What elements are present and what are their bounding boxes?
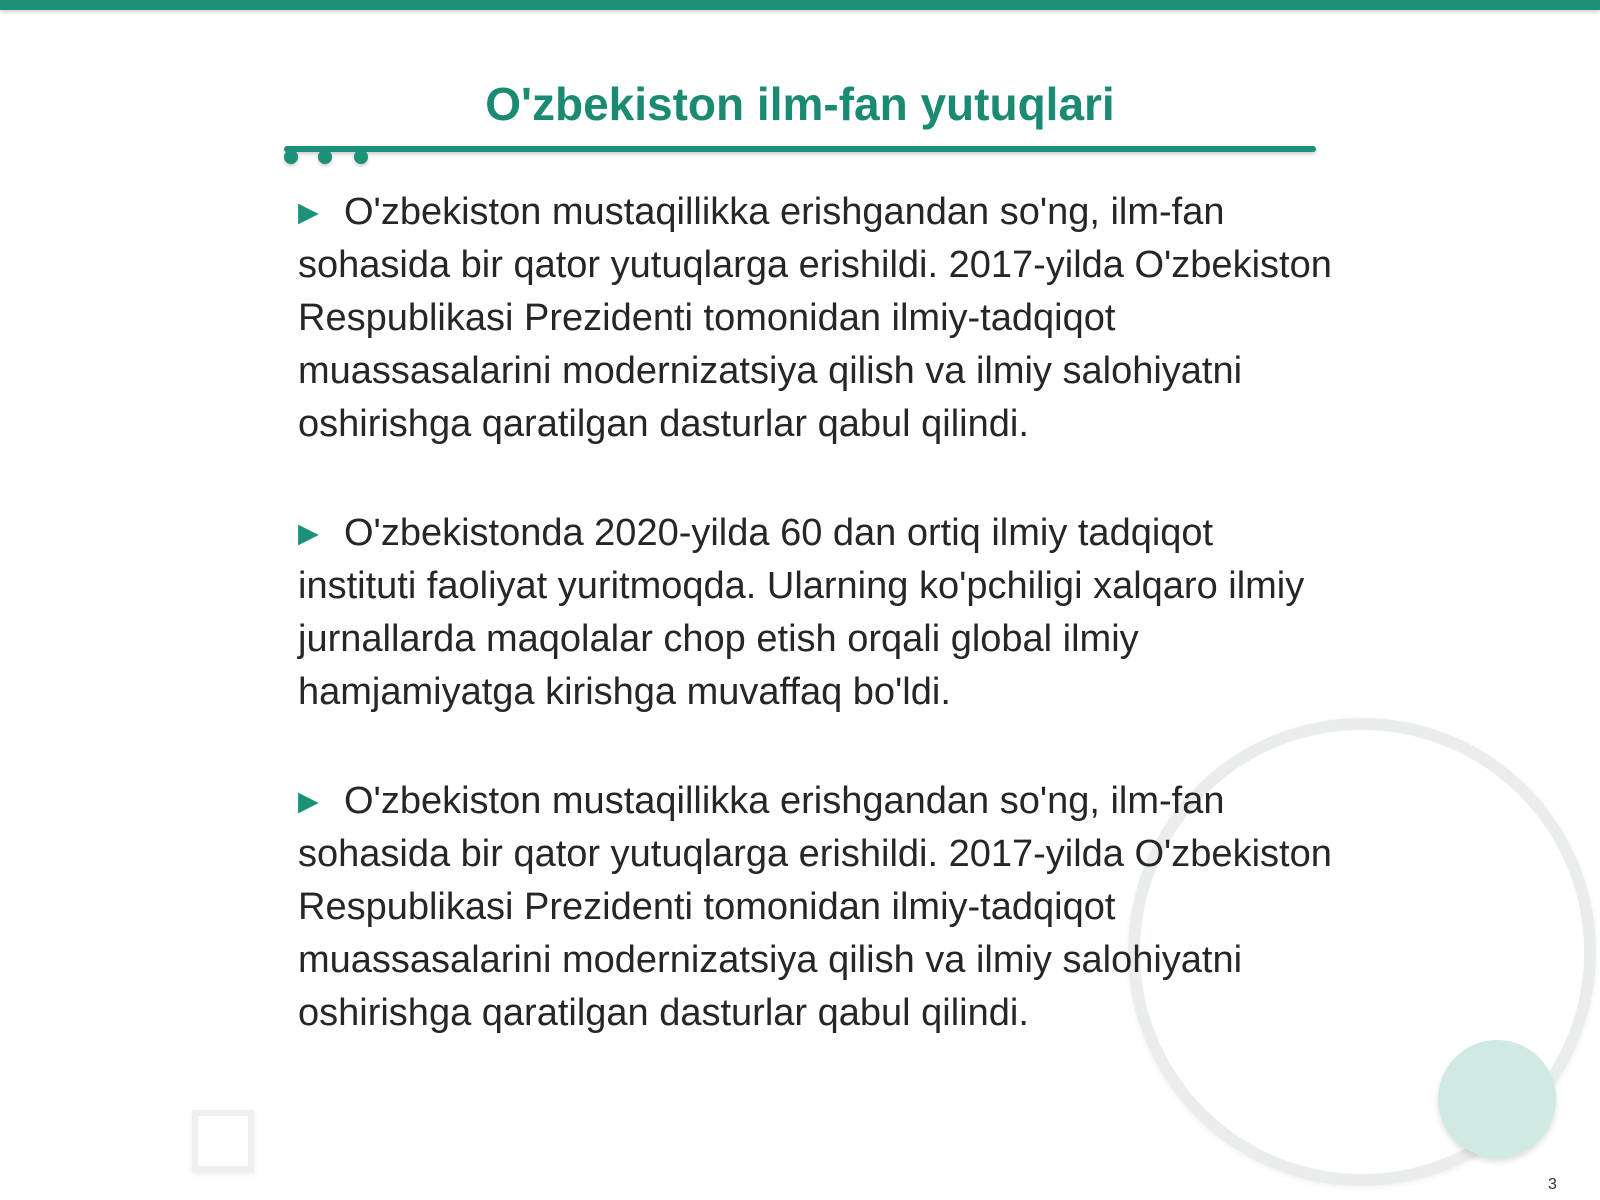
bullet-paragraph [298, 507, 1338, 719]
triangle-bullet-icon: ▶ [298, 518, 319, 548]
slide-body [298, 186, 1338, 1096]
bullet-text: O'zbekistonda 2020-yilda 60 dan ortiq ilmiy tadqiqot instituti faoliyat yuritmoqda. Ularning ko'pchiligi xalqaro ilmiy jurnallarda maqolalar chop etish orqali global ilmiy hamjamiyatga kirishga muvaffaq bo'ldi. [298, 512, 1305, 713]
bullet-paragraph [298, 186, 1338, 451]
page-number: 3 [1548, 1176, 1557, 1193]
slide-title: O'zbekiston ilm-fan yutuqlari [485, 78, 1115, 130]
bullet-text: O'zbekiston mustaqillikka erishgandan so'ng, ilm-fan sohasida bir qator yutuqlarga erishildi. 2017-yilda O'zbekiston Respublikasi Prezidenti tomonidan ilmiy-tadqiqot muassasalarini modernizatsiya qilish va ilmiy salohiyatni oshirishga qaratilgan dasturlar qabul qilindi. [298, 191, 1332, 445]
top-accent-bar [0, 0, 1600, 10]
underline-dot [284, 150, 298, 164]
decorative-square [192, 1110, 254, 1172]
decorative-circle [1438, 1040, 1556, 1158]
triangle-bullet-icon: ▶ [298, 197, 319, 227]
bullet-paragraph [298, 775, 1338, 1040]
bullet-text: O'zbekiston mustaqillikka erishgandan so'ng, ilm-fan sohasida bir qator yutuqlarga erishildi. 2017-yilda O'zbekiston Respublikasi Prezidenti tomonidan ilmiy-tadqiqot muassasalarini modernizatsiya qilish va ilmiy salohiyatni oshirishga qaratilgan dasturlar qabul qilindi. [298, 780, 1332, 1034]
triangle-bullet-icon: ▶ [298, 786, 319, 816]
underline-dot [318, 150, 332, 164]
underline-dot [354, 150, 368, 164]
title-underline [284, 146, 1316, 152]
